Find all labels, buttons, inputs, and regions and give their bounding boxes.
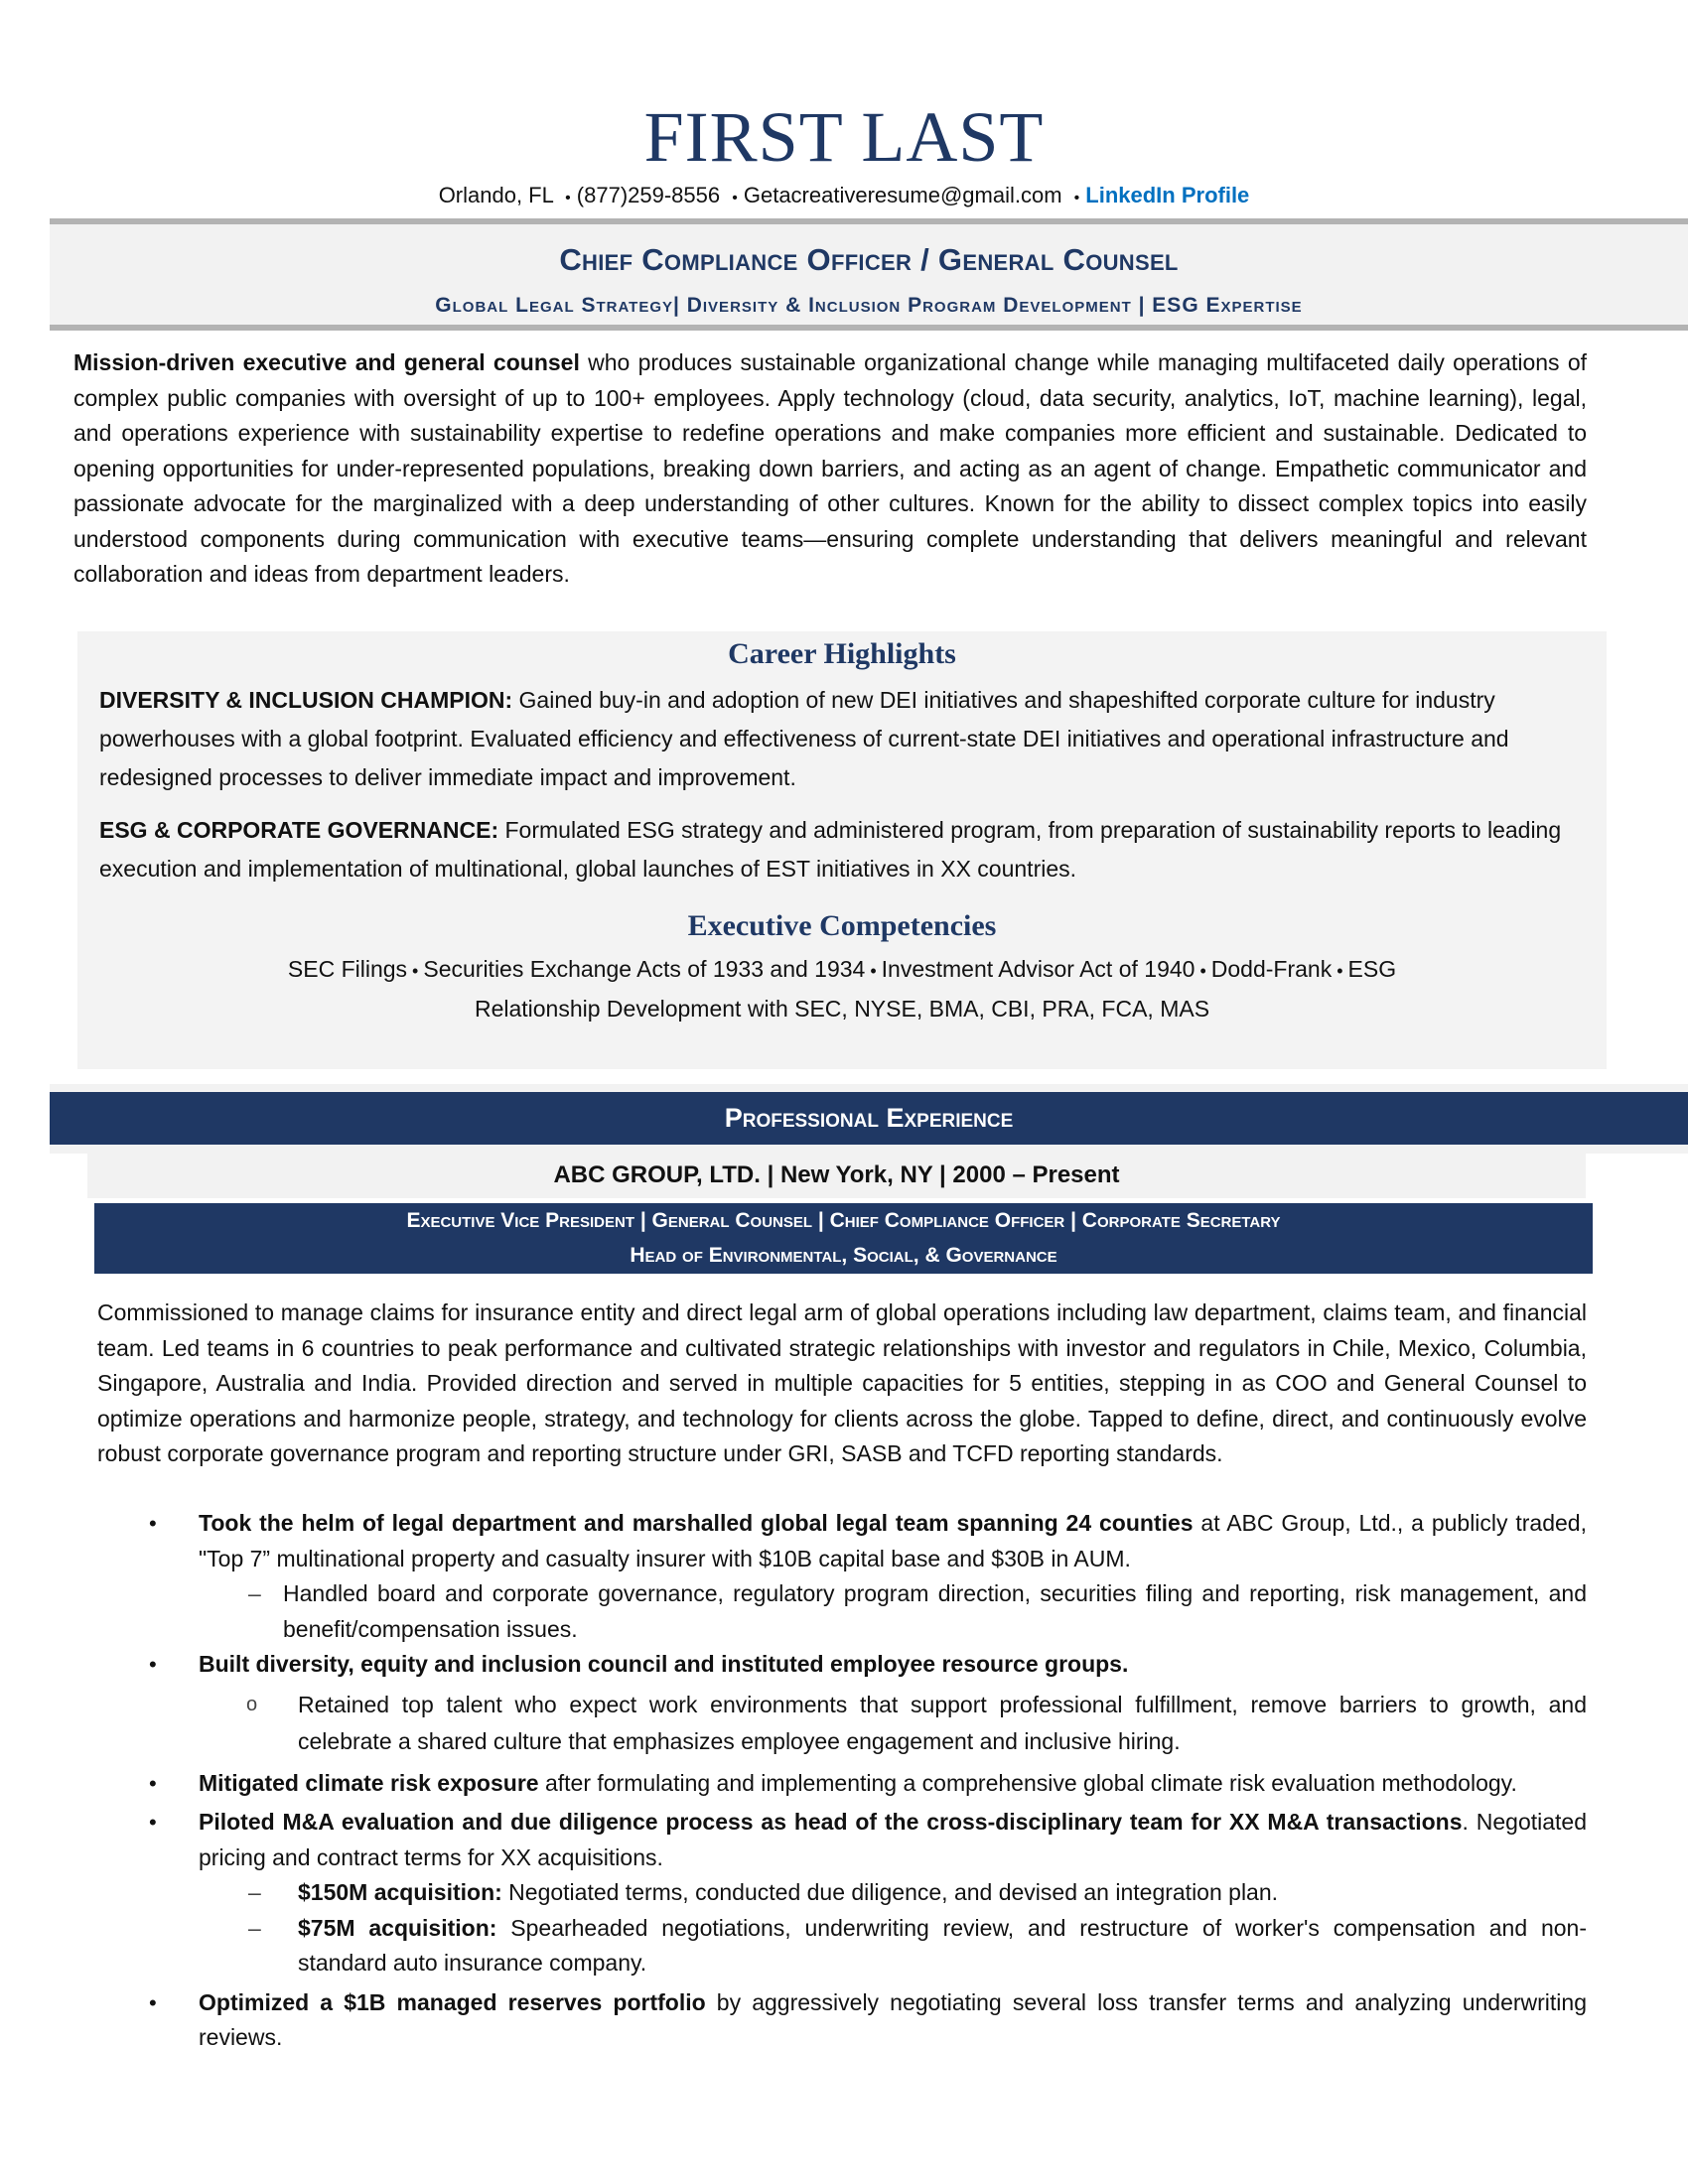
specialties-line: Global Legal Strategy| Diversity & Inclusion Program Development | ESG Expertise [435, 294, 1303, 317]
bullet-icon: • [149, 1652, 157, 1677]
role-overview: Commissioned to manage claims for insurance entity and direct legal arm of global operations including law department, claims team, and financial team. Led teams in 6 countries to peak performance and cultivated strategic relationships with investor and regulators in Chile, Mexico, Columbia, Singapore, Australia and India. Provided direction and served in multiple capacities for 5 entities, stepping in as COO and General Counsel to optimize operations and harmonize people, strategy, and technology for clients across the globe. Tapped to define, direct, and continuously evolve robust corporate governance program and reporting structure under GRI, SASB and TCFD reporting standards. [97, 1299, 1587, 1466]
competency: SEC Filings [287, 956, 408, 982]
achievement-item [97, 1985, 1587, 2056]
role-line-1: Executive Vice President | General Counsel | Chief Compliance Officer | Corporate Secretary [406, 1209, 1281, 1232]
sub-achievement-item [97, 1576, 1587, 1647]
executive-competencies-heading: Executive Competencies [687, 909, 997, 942]
achievement-list [97, 1506, 1587, 2056]
highlight-label: DIVERSITY & INCLUSION CHAMPION: [99, 687, 513, 713]
company-line: ABC GROUP, LTD. | New York, NY | 2000 – Present [87, 1152, 1586, 1198]
achievement-lead: Built diversity, equity and inclusion council and instituted employee resource groups. [199, 1651, 1129, 1677]
achievement-lead: Took the helm of legal department and marshalled global legal team spanning 24 counties [199, 1510, 1194, 1536]
dash-icon: – [248, 1914, 261, 1941]
achievement-item [97, 1766, 1587, 1802]
summary-lead: Mission-driven executive and general counsel [73, 349, 580, 375]
bullet-icon: • [149, 1511, 157, 1536]
bullet-separator: • [1199, 961, 1206, 981]
professional-summary [73, 345, 1587, 593]
summary-text: who produces sustainable organizational change while managing multifaceted daily operations of complex public companies with oversight of up to 100+ employees. Apply technology (cloud, data security, analytics, IoT, machine learning), legal, and operations experience with sustainability expertise to redefine operations and make companies more efficient and sustainable. Dedicated to opening opportunities for under-represented populations, breaking down barriers, and acting as an agent of change. Empathetic communicator and passionate advocate for the marginalized with a deep understanding of other cultures. Known for the ability to dissect complex topics into easily understood components during communication with executive teams—ensuring complete understanding that delivers meaningful and relevant collaboration and ideas from department leaders. [73, 349, 1588, 587]
achievement-lead: Piloted M&A evaluation and due diligence process as head of the cross-disciplinary team for XX M&A transactions [199, 1809, 1463, 1835]
sub-achievement-item [97, 1875, 1587, 1911]
achievement-text: after formulating and implementing a comprehensive global climate risk evaluation methodology. [538, 1769, 1517, 1796]
bullet-icon: • [149, 1810, 157, 1835]
highlight-item [99, 681, 1589, 797]
bullet-separator: • [870, 961, 877, 981]
sub-achievement-text: Negotiated terms, conducted due diligence, and devised an integration plan. [501, 1879, 1279, 1905]
phone: (877)259-8556 [576, 183, 721, 207]
competency: Dodd-Frank [1210, 956, 1333, 982]
sub-achievement-text: Spearheaded negotiations, underwriting review, and restructure of worker's compensation and non-standard auto insurance company. [298, 1914, 1587, 1976]
achievement-lead: Mitigated climate risk exposure [199, 1769, 539, 1796]
dash-icon: – [248, 1879, 261, 1905]
highlight-text: Formulated ESG strategy and administered program, from preparation of sustainability reports to leading execution and implementation of multinational, global launches of EST initiatives in XX countries. [99, 817, 1562, 882]
bullet-icon: • [149, 1989, 157, 2015]
achievement-text: at ABC Group, Ltd., a publicly traded, "Top 7” multinational property and casualty insurer with $10B capital base and $30B in AUM. [199, 1510, 1587, 1571]
sub-achievement-text: Retained top talent who expect work environments that support professional fulfillment, remove barriers to growth, and celebrate a shared culture that emphasizes employee engagement and inclusive hiring. [298, 1691, 1587, 1754]
competency: ESG [1347, 956, 1397, 982]
competencies-line-1 [77, 949, 1607, 991]
email-link[interactable]: Getacreativeresume@gmail.com [743, 183, 1062, 207]
competency: Securities Exchange Acts of 1933 and 1934 [423, 956, 866, 982]
sub-achievement-lead: $75M acquisition: [298, 1914, 497, 1941]
highlights-box [77, 631, 1607, 1069]
title-band [50, 218, 1688, 331]
role-titles [94, 1203, 1593, 1274]
bullet-separator: • [1336, 961, 1343, 981]
bullet-separator: • [565, 190, 571, 206]
achievement-item [97, 1805, 1587, 1875]
achievement-text: by aggressively negotiating several loss transfer terms and analyzing underwriting reviews. [199, 1988, 1587, 2050]
professional-experience-heading: Professional Experience [50, 1092, 1688, 1145]
highlight-item [99, 811, 1589, 888]
achievement-item [97, 1506, 1587, 1576]
competency: Investment Advisor Act of 1940 [881, 956, 1196, 982]
contact-line [0, 181, 1688, 213]
highlight-text: Gained buy-in and adoption of new DEI initiatives and shapeshifted corporate culture for industry powerhouses with a global footprint. Evaluated efficiency and effectiveness of current-state DEI initiatives and operational infrastructure and redesigned processes to deliver immediate impact and improvement. [99, 687, 1509, 790]
dash-icon: – [248, 1580, 261, 1606]
sub-achievement-text: Handled board and corporate governance, regulatory program direction, securities filing and reporting, risk management, and benefit/compensation issues. [283, 1580, 1587, 1642]
target-title: Chief Compliance Officer / General Counsel [559, 242, 1179, 277]
bullet-icon: • [149, 1770, 157, 1796]
linkedin-link[interactable]: LinkedIn Profile [1085, 183, 1250, 207]
location: Orlando, FL [438, 183, 554, 207]
sub-achievement-item [97, 1687, 1587, 1760]
achievement-text: . Negotiated pricing and contract terms for XX acquisitions. [199, 1809, 1587, 1870]
sub-achievement-item [97, 1911, 1587, 1981]
circle-bullet-icon: o [246, 1693, 258, 1715]
bullet-separator: • [1073, 190, 1080, 206]
achievement-lead: Optimized a $1B managed reserves portfolio [199, 1988, 706, 2015]
bullet-separator: • [732, 190, 738, 206]
career-highlights-heading: Career Highlights [728, 637, 956, 670]
candidate-name: FIRST LAST [643, 97, 1045, 177]
sub-achievement-lead: $150M acquisition: [298, 1879, 502, 1905]
role-line-2: Head of Environmental, Social, & Governance [630, 1244, 1057, 1267]
highlight-label: ESG & CORPORATE GOVERNANCE: [99, 817, 499, 843]
achievement-item [97, 1647, 1587, 1683]
competencies-line-2: Relationship Development with SEC, NYSE, BMA, CBI, PRA, FCA, MAS [474, 996, 1210, 1022]
bullet-separator: • [412, 961, 419, 981]
